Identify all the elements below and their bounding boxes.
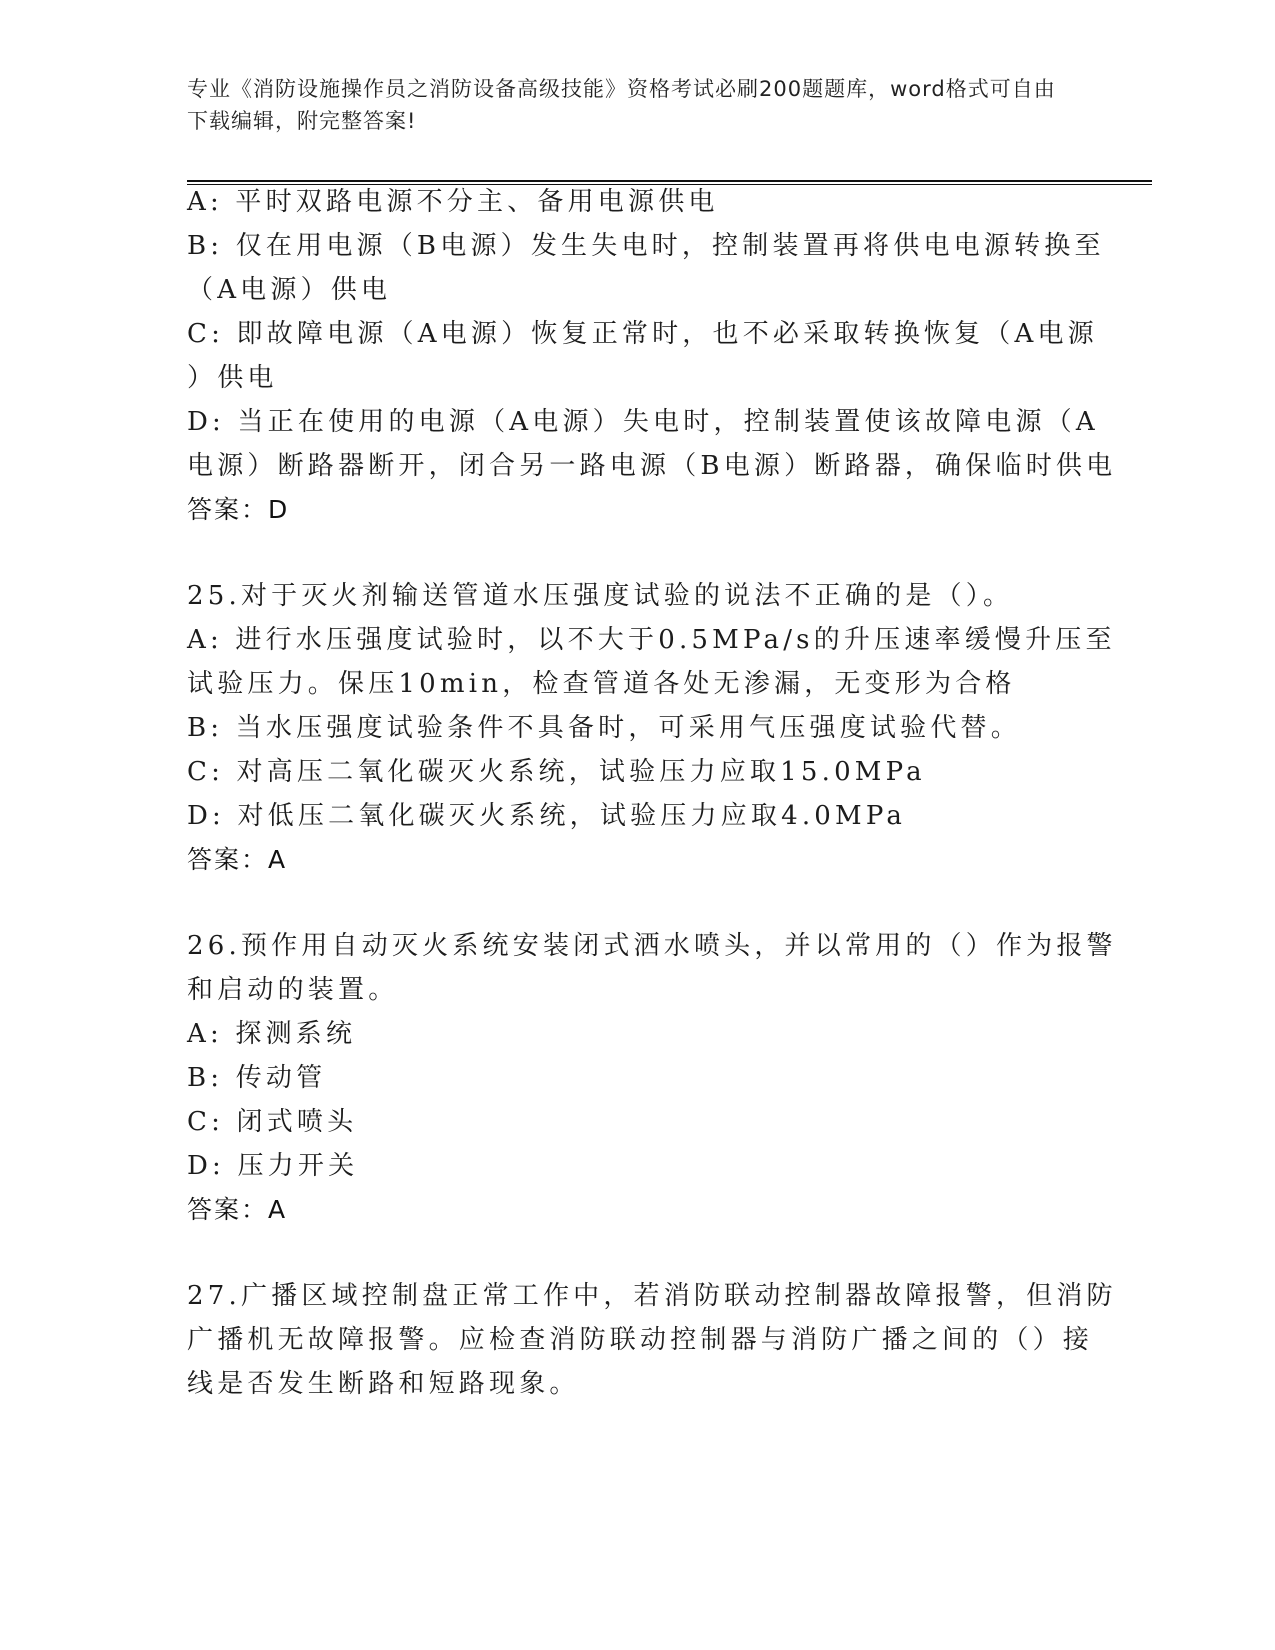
q26-option-b: B: 传动管 (187, 1063, 327, 1093)
q27-stem-cont-1: 广播机无故障报警。应检查消防联动控制器与消防广播之间的（）接 (187, 1325, 1094, 1355)
q25-option-a-cont: 试验压力。保压10min，检查管道各处无渗漏，无变形为合格 (187, 669, 1016, 699)
document-header: 专业《消防设施操作员之消防设备高级技能》资格考试必刷200题题库，word格式可自由下载编辑，附完整答案! (187, 77, 1056, 133)
q24-option-d: D: 当正在使用的电源（A电源）失电时，控制装置使该故障电源（A (187, 407, 1099, 437)
q26-option-d: D: 压力开关 (187, 1151, 359, 1181)
q25-option-a: A: 进行水压强度试验时，以不大于0.5MPa/s的升压速率缓慢升压至 (187, 625, 1116, 655)
q25-stem: 25.对于灭火剂输送管道水压强度试验的说法不正确的是（）。 (187, 581, 1014, 611)
q24-option-d-cont: 电源）断路器断开，闭合另一路电源（B电源）断路器，确保临时供电 (187, 451, 1117, 481)
q26-stem-cont: 和启动的装置。 (187, 975, 399, 1005)
q27-stem-cont-2: 线是否发生断路和短路现象。 (187, 1369, 580, 1399)
header-divider-thin (187, 184, 1152, 185)
q24-option-b-cont: （A电源）供电 (187, 275, 392, 305)
q26-option-c: C: 闭式喷头 (187, 1107, 358, 1137)
header-divider-thick (187, 180, 1152, 182)
q24-option-a: A: 平时双路电源不分主、备用电源供电 (187, 187, 719, 217)
q24-option-c-cont: ）供电 (187, 363, 278, 393)
q25-option-b: B: 当水压强度试验条件不具备时，可采用气压强度试验代替。 (187, 713, 1021, 743)
q25-option-d: D: 对低压二氧化碳灭火系统，试验压力应取4.0MPa (187, 801, 907, 831)
q24-option-b: B: 仅在用电源（B电源）发生失电时，控制装置再将供电电源转换至 (187, 231, 1105, 261)
q25-answer: 答案：A (187, 845, 288, 874)
q24-answer: 答案：D (187, 495, 290, 524)
q26-answer: 答案：A (187, 1195, 288, 1224)
q26-option-a: A: 探测系统 (187, 1019, 357, 1049)
q26-stem: 26.预作用自动灭火系统安装闭式洒水喷头，并以常用的（）作为报警 (187, 931, 1117, 961)
q25-option-c: C: 对高压二氧化碳灭火系统，试验压力应取15.0MPa (187, 757, 926, 787)
q24-option-c: C: 即故障电源（A电源）恢复正常时，也不必采取转换恢复（A电源 (187, 319, 1098, 349)
q27-stem: 27.广播区域控制盘正常工作中，若消防联动控制器故障报警，但消防 (187, 1281, 1117, 1311)
